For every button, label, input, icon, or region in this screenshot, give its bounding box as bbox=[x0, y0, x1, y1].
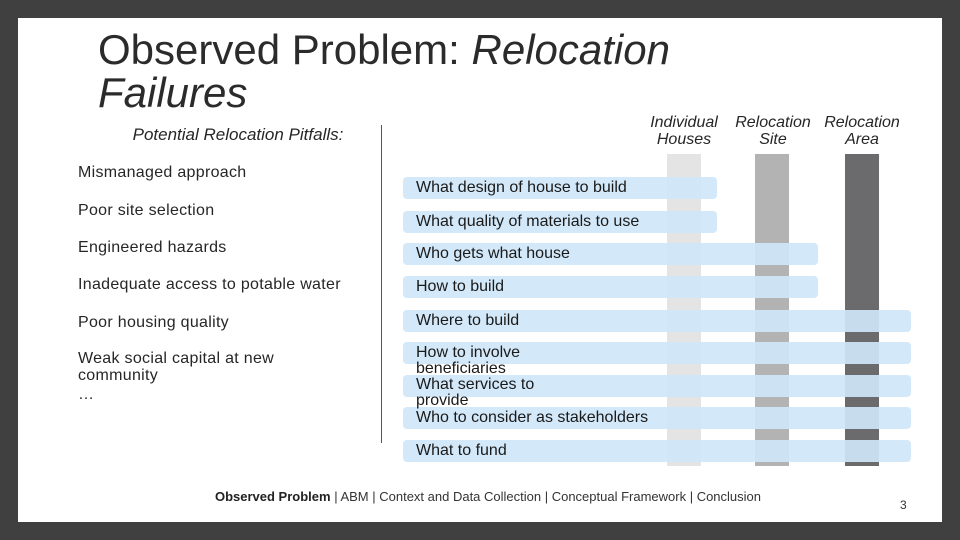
slide bbox=[18, 18, 942, 522]
decision-text: What services to provide bbox=[416, 376, 535, 409]
footer-nav bbox=[198, 488, 778, 505]
pitfall-item: Poor housing quality bbox=[78, 314, 229, 331]
column-header-individual-houses: Individual Houses bbox=[650, 114, 718, 148]
decision-text: How to involve beneficiaries bbox=[416, 344, 521, 377]
pitfall-item: Mismanaged approach bbox=[78, 164, 247, 181]
decision-text: Where to build bbox=[416, 312, 520, 329]
pitfall-item: Poor site selection bbox=[78, 202, 215, 219]
pitfall-item: … bbox=[78, 386, 95, 403]
column-header-relocation-area: Relocation Area bbox=[824, 114, 900, 148]
footer-sections: | ABM | Context and Data Collection | Conceptual Framework | Conclusion bbox=[330, 489, 762, 504]
decision-text: What quality of materials to use bbox=[416, 213, 640, 230]
decision-text: What design of house to build bbox=[416, 179, 627, 196]
page-number: 3 bbox=[900, 498, 907, 512]
decision-text: Who gets what house bbox=[416, 245, 570, 262]
pitfall-item: Inadequate access to potable water bbox=[78, 276, 341, 293]
footer-current-section: Observed Problem bbox=[214, 489, 331, 504]
decision-text: What to fund bbox=[416, 442, 507, 459]
vertical-divider bbox=[381, 125, 382, 443]
pitfall-item: Engineered hazards bbox=[78, 239, 227, 256]
slide-title: Observed Problem: Relocation Failures bbox=[98, 26, 670, 116]
column-header-relocation-site: Relocation Site bbox=[735, 114, 811, 148]
decision-text: How to build bbox=[416, 278, 505, 295]
pitfall-item: Weak social capital at new community bbox=[78, 350, 275, 384]
decision-text: Who to consider as stakeholders bbox=[416, 409, 649, 426]
pitfalls-subtitle: Potential Relocation Pitfalls: bbox=[132, 125, 344, 144]
